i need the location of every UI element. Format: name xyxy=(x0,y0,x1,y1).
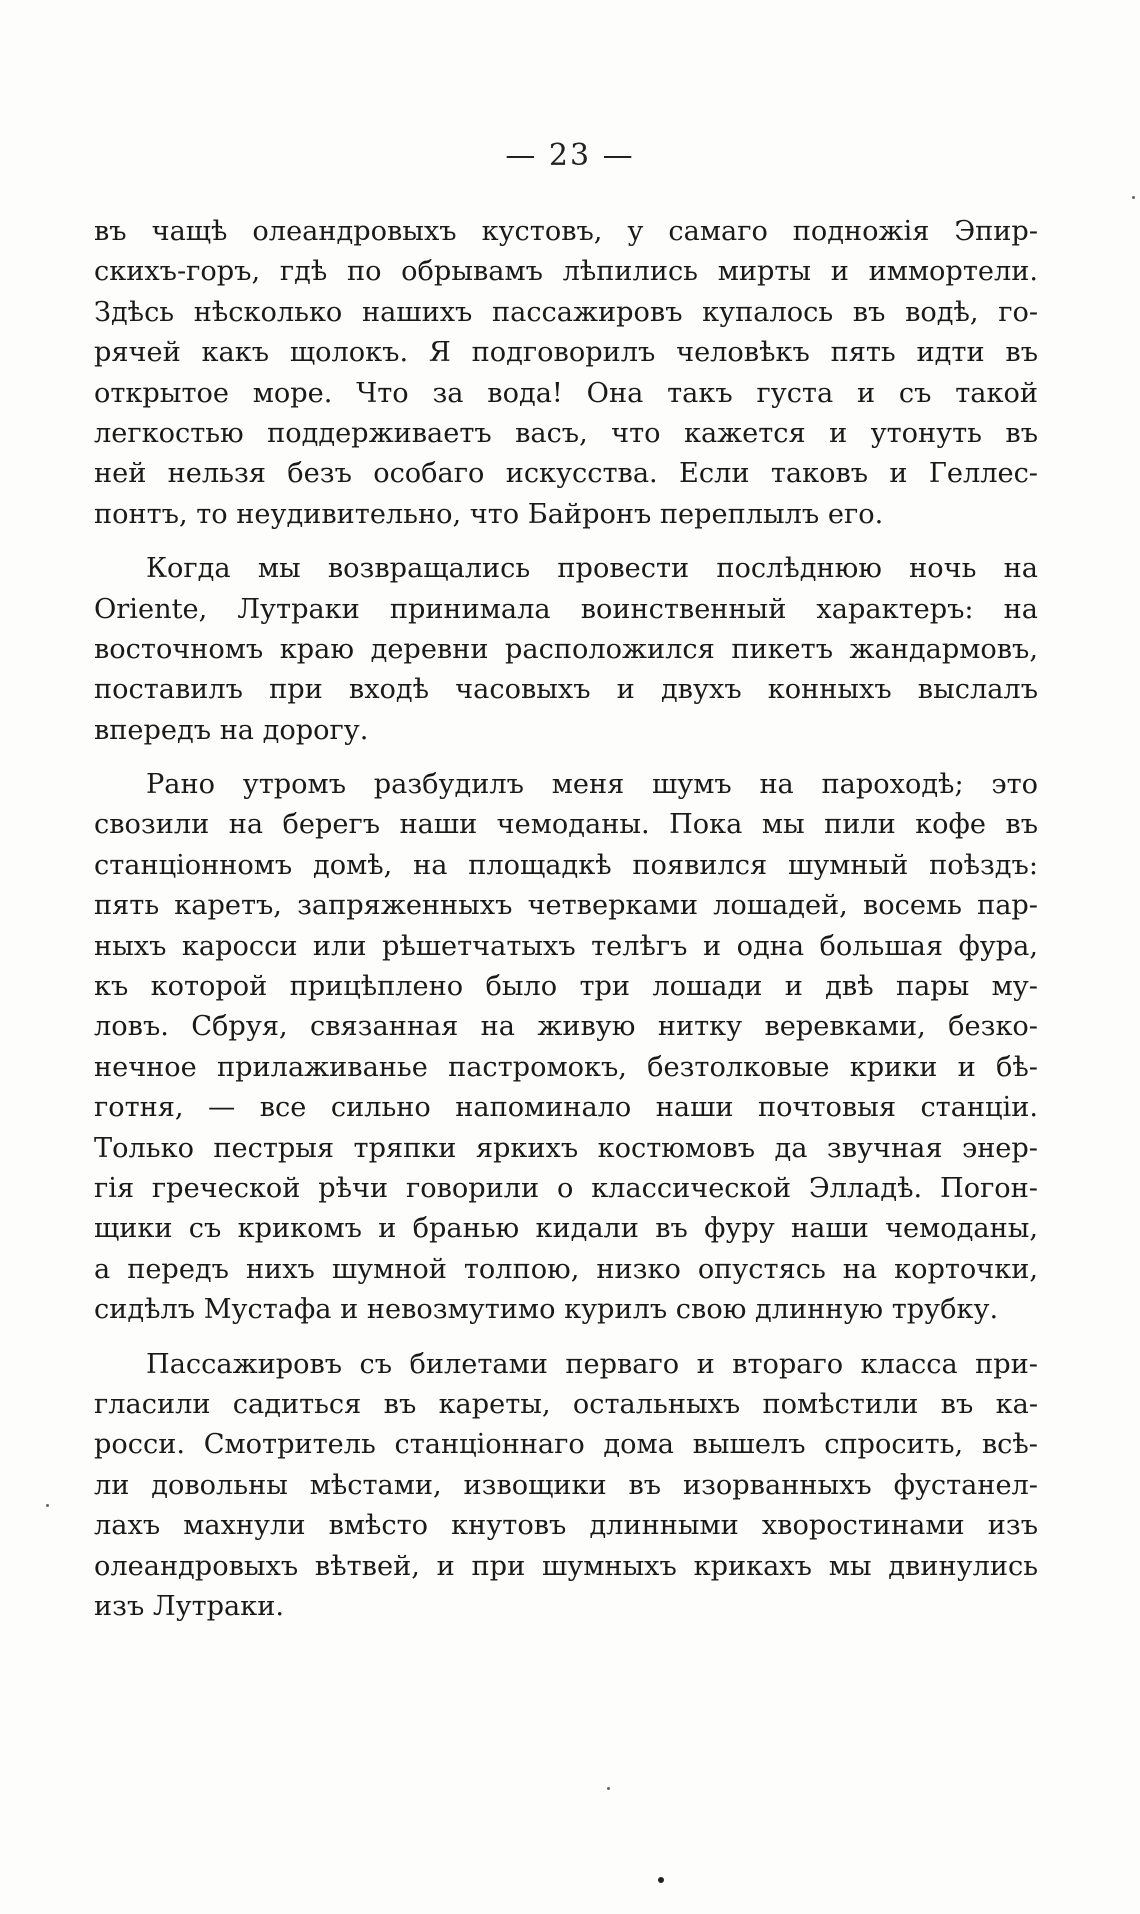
paragraph xyxy=(94,549,1038,751)
text-line: Здѣсь нѣсколько нашихъ пассажировъ купалось въ водѣ, го- xyxy=(94,296,1038,328)
text-line: а передъ нихъ шумной толпою, низко опустясь на корточки, xyxy=(94,1253,1038,1285)
text-line: станціонномъ домѣ, на площадкѣ появился шумный поѣздъ: xyxy=(94,849,1038,881)
text-line: сидѣлъ Мустафа и невозмутимо курилъ свою длинную трубку. xyxy=(94,1294,999,1326)
text-line: готня, — все сильно напоминало наши почтовыя станціи. xyxy=(94,1092,1038,1124)
text-line: впередъ на дорогу. xyxy=(94,714,369,746)
text-line: Когда мы возвращались провести послѣднюю ночь на xyxy=(146,553,1038,585)
speck-mark xyxy=(658,1877,664,1883)
text-line: пять каретъ, запряженныхъ четверками лошадей, восемь пар- xyxy=(94,890,1038,922)
text-line: восточномъ краю деревни расположился пикетъ жандармовъ, xyxy=(94,633,1038,665)
speck-mark xyxy=(46,1504,49,1507)
text-line: ловъ. Сбруя, связанная на живую нитку веревками, безко- xyxy=(94,1011,1038,1043)
page-number: — 23 — xyxy=(505,138,635,173)
paragraph xyxy=(94,765,1038,1330)
text-line: щики съ крикомъ и бранью кидали въ фуру наши чемоданы, xyxy=(94,1213,1038,1245)
text-line: лахъ махнули вмѣсто кнутовъ длинными хворостинами изъ xyxy=(94,1510,1038,1542)
text-line: ней нельзя безъ особаго искусства. Если таковъ и Геллес- xyxy=(94,458,1038,490)
text-line: гія греческой рѣчи говорили о классической Элладѣ. Погон- xyxy=(94,1172,1038,1204)
text-line: Только пестрыя тряпки яркихъ костюмовъ да звучная энер- xyxy=(94,1132,1038,1164)
text-line: поставилъ при входѣ часовыхъ и двухъ конныхъ выслалъ xyxy=(94,674,1038,706)
text-line: открытое море. Что за вода! Она такъ густа и съ такой xyxy=(94,377,1038,409)
text-line: къ которой прицѣплено было три лошади и двѣ пары му- xyxy=(94,971,1038,1003)
text-line: ли довольны мѣстами, извощики въ изорванныхъ фустанел- xyxy=(94,1469,1038,1501)
text-line: олеандровыхъ вѣтвей, и при шумныхъ крикахъ мы двинулись xyxy=(94,1550,1038,1582)
text-line: нечное прилаживанье пастромокъ, безтолковые крики и бѣ- xyxy=(94,1051,1038,1083)
text-line: рячей какъ щолокъ. Я подговорилъ человѣкъ пять идти въ xyxy=(94,337,1038,369)
text-line: понтъ, то неудивительно, что Байронъ переплылъ его. xyxy=(94,498,884,530)
text-line: Oriente, Лутраки принимала воинственный характеръ: на xyxy=(94,593,1038,625)
text-line: свозили на берегъ наши чемоданы. Пока мы пили кофе въ xyxy=(94,809,1038,841)
body-text xyxy=(94,212,1038,1641)
paragraph xyxy=(94,212,1038,535)
text-line: Рано утромъ разбудилъ меня шумъ на пароходѣ; это xyxy=(146,769,1038,801)
paragraph xyxy=(94,1345,1038,1628)
text-line: изъ Лутраки. xyxy=(94,1590,284,1622)
text-line: ныхъ каросси или рѣшетчатыхъ телѣгъ и одна большая фура, xyxy=(94,930,1038,962)
text-line: легкостью поддерживаетъ васъ, что кажется и утонуть въ xyxy=(94,417,1038,449)
text-line: въ чащѣ олеандровыхъ кустовъ, у самаго подножія Эпир- xyxy=(94,216,1038,247)
text-line: гласили садиться въ кареты, остальныхъ помѣстили въ ка- xyxy=(94,1388,1038,1420)
text-line: скихъ-горъ, гдѣ по обрывамъ лѣпились мирты и иммортели. xyxy=(94,256,1038,288)
speck-mark xyxy=(1132,196,1135,199)
text-line: росси. Смотритель станціоннаго дома вышелъ спросить, всѣ- xyxy=(94,1429,1038,1461)
speck-mark xyxy=(607,1787,610,1790)
text-line: Пассажировъ съ билетами перваго и втораго класса при- xyxy=(146,1348,1038,1380)
